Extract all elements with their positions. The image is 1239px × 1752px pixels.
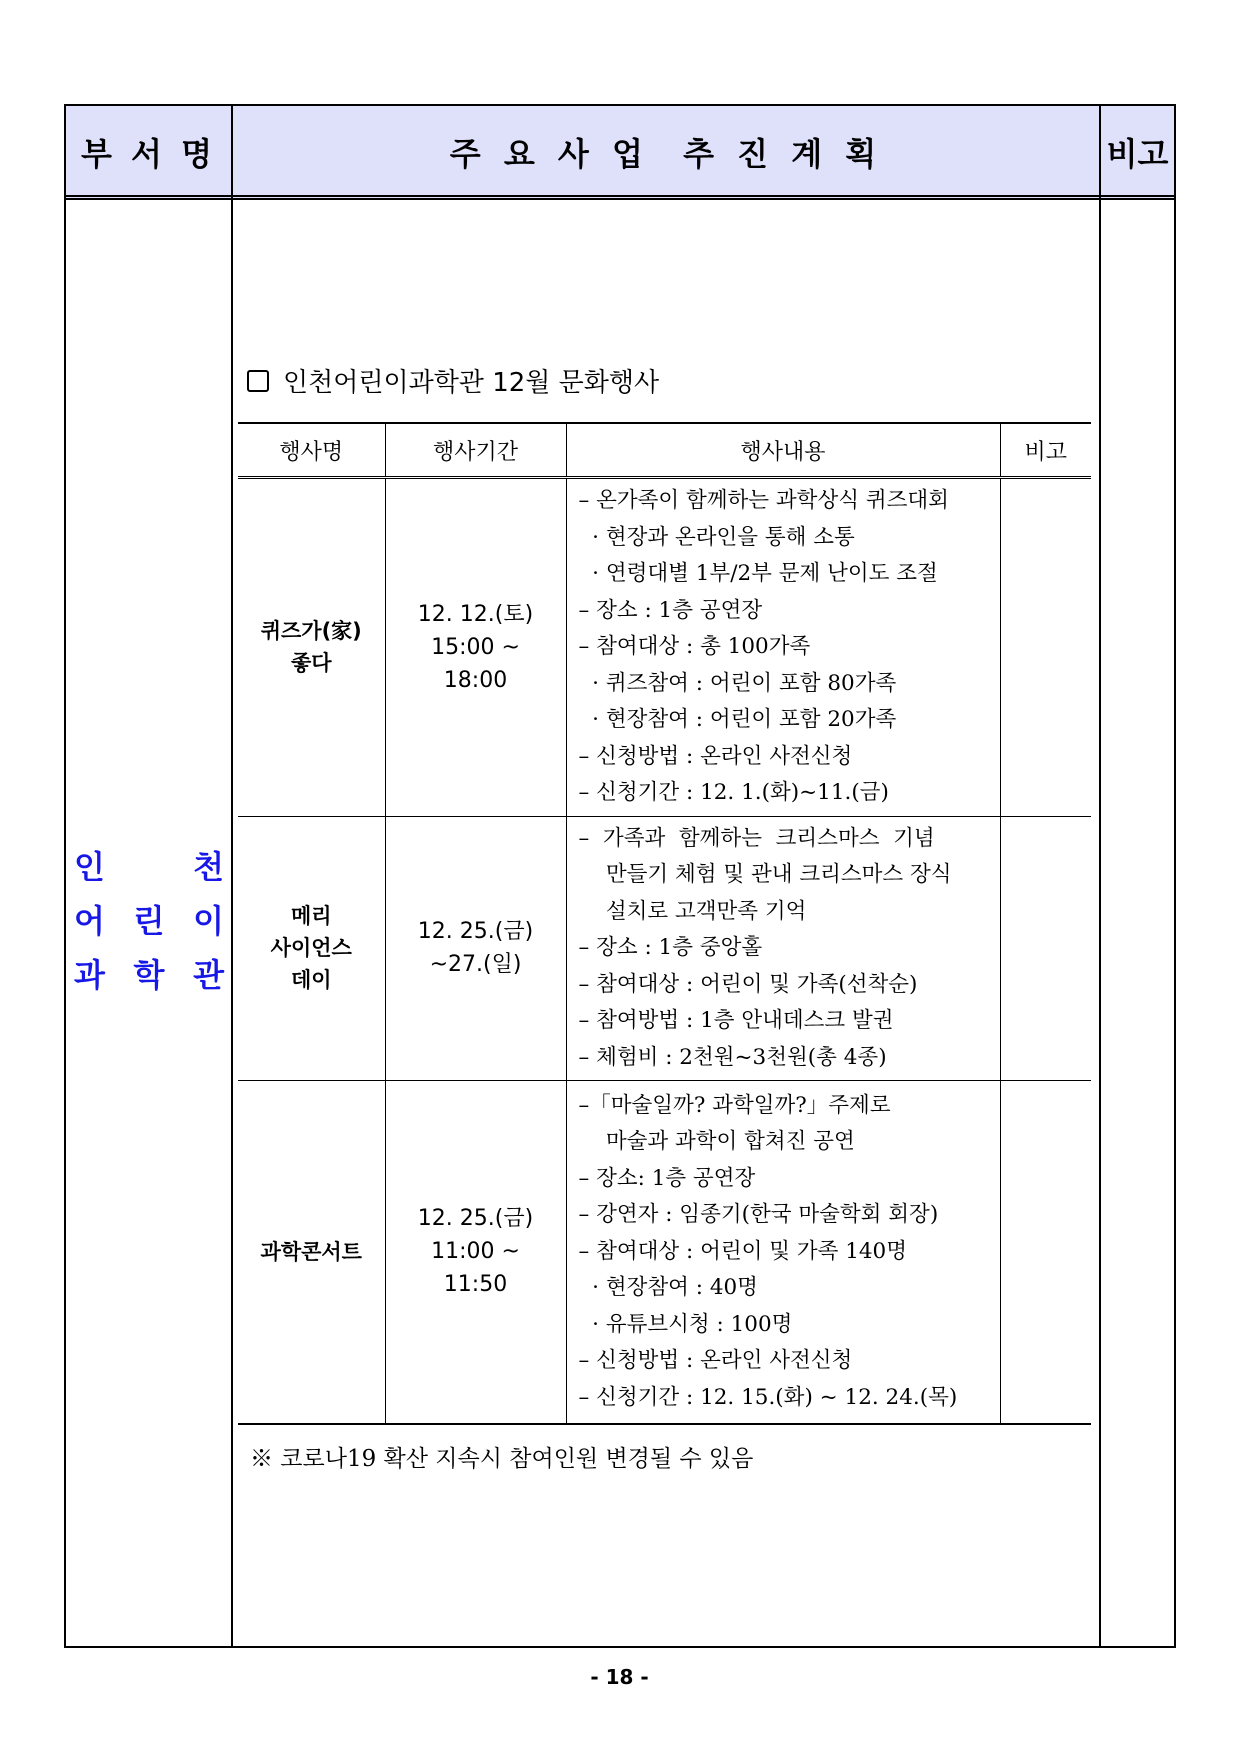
- footnote: ※ 코로나19 확산 지속시 참여인원 변경될 수 있음: [250, 1446, 754, 1472]
- event-period-line: 12. 12.(토): [417, 601, 534, 627]
- event-period-line: ~27.(일): [429, 952, 522, 978]
- event-name-line: 데이: [290, 968, 332, 993]
- content-line: – 참여대상 : 총 100가족: [578, 634, 811, 659]
- department-line-3: [66, 950, 232, 996]
- department-char: 인: [74, 848, 105, 886]
- content-line: – 강연자 : 임종기(한국 마술학회 회장): [578, 1202, 939, 1227]
- table-row: [238, 816, 1091, 1081]
- event-content: [566, 478, 1000, 817]
- header-remark-label: 비고: [1106, 135, 1169, 173]
- section-title: [247, 362, 659, 399]
- content-line: · 연령대별 1부/2부 문제 난이도 조절: [578, 561, 938, 586]
- section-title-text: 인천어린이과학관 12월 문화행사: [283, 368, 660, 398]
- header-dept-label: 부 서 명: [80, 135, 217, 173]
- event-name-line: 좋다: [290, 651, 332, 676]
- content-line: – 가족과 함께하는 크리스마스 기념: [578, 825, 935, 851]
- department-char: 학: [133, 956, 165, 994]
- checkbox-square-icon: [247, 370, 269, 392]
- events-table: [238, 422, 1091, 1425]
- department-char: 천: [193, 848, 224, 886]
- content-line: – 신청방법 : 온라인 사전신청: [578, 1348, 853, 1373]
- content-line: · 현장참여 : 어린이 포함 20가족: [578, 707, 897, 732]
- content-line: – 장소: 1층 공연장: [578, 1165, 756, 1191]
- column-divider: [1099, 104, 1101, 1648]
- content-line: · 현장참여 : 40명: [578, 1275, 758, 1300]
- department-line-1: [66, 842, 232, 888]
- department-char: 이: [193, 902, 224, 940]
- event-period: [385, 1081, 566, 1424]
- event-name: [238, 478, 385, 817]
- table-header-row: [238, 423, 1091, 478]
- event-period: [385, 478, 566, 817]
- event-name: [238, 816, 385, 1081]
- content-line: – 참여방법 : 1층 안내데스크 발권: [578, 1008, 894, 1033]
- event-period-line: 12. 25.(금): [417, 919, 534, 945]
- table-row: [238, 478, 1091, 817]
- column-header: 비고: [1000, 423, 1091, 478]
- content-line: · 퀴즈참여 : 어린이 포함 80가족: [578, 670, 897, 696]
- content-line: – 장소 : 1층 공연장: [578, 597, 763, 623]
- department-char: 관: [193, 956, 224, 994]
- header-plan: [233, 104, 1099, 200]
- content-line: · 유튜브시청 : 100명: [578, 1311, 793, 1337]
- content-line: – 참여대상 : 어린이 및 가족 140명: [578, 1238, 907, 1264]
- content-line: – 장소 : 1층 중앙홀: [578, 935, 763, 960]
- content-line: – 체험비 : 2천원~3천원(총 4종): [578, 1044, 887, 1070]
- event-remark: [1000, 1081, 1091, 1424]
- content-line: – 신청기간 : 12. 15.(화) ~ 12. 24.(목): [578, 1384, 958, 1410]
- department-line-2: [66, 896, 232, 942]
- page-number: - 18 -: [590, 1665, 649, 1689]
- content-line: –「마술일까? 과학일까?」주제로: [578, 1092, 891, 1118]
- event-content: [566, 816, 1000, 1081]
- event-period-line: 12. 25.(금): [417, 1206, 534, 1232]
- event-content: [566, 1081, 1000, 1424]
- event-name-line: 메리: [290, 904, 332, 929]
- content-line: – 참여대상 : 어린이 및 가족(선착순): [578, 971, 918, 997]
- content-line: · 현장과 온라인을 통해 소통: [578, 524, 855, 550]
- event-period: [385, 816, 566, 1081]
- header-remark: [1101, 104, 1174, 200]
- event-name: [238, 1081, 385, 1424]
- column-header: 행사내용: [566, 423, 1000, 478]
- event-period-line: 15:00 ~: [431, 634, 520, 660]
- column-header: 행사기간: [385, 423, 566, 478]
- header-dept: [66, 104, 231, 200]
- event-remark: [1000, 478, 1091, 817]
- event-remark: [1000, 816, 1091, 1081]
- event-period-line: 18:00: [443, 667, 508, 693]
- header-plan-label: 주 요 사 업 추 진 계 획: [449, 135, 883, 173]
- department-char: 어: [74, 902, 105, 940]
- content-line: 설치로 고객만족 기억: [578, 898, 807, 924]
- content-line: 마술과 과학이 합쳐진 공연: [578, 1129, 855, 1154]
- content-line: 만들기 체험 및 관내 크리스마스 장식: [578, 862, 952, 887]
- content-line: – 신청기간 : 12. 1.(화)~11.(금): [578, 780, 889, 805]
- event-period-line: 11:50: [443, 1272, 508, 1298]
- content-line: – 온가족이 함께하는 과학상식 퀴즈대회: [578, 488, 949, 513]
- department-char: 린: [133, 902, 165, 940]
- column-header: 행사명: [238, 423, 385, 478]
- event-name-line: 사이언스: [270, 936, 352, 961]
- event-period-line: 11:00 ~: [431, 1239, 520, 1265]
- table-row: [238, 1081, 1091, 1424]
- event-name-line: 과학콘서트: [260, 1239, 362, 1264]
- event-name-line: 퀴즈가(家): [260, 619, 362, 644]
- department-char: 과: [74, 956, 105, 994]
- content-line: – 신청방법 : 온라인 사전신청: [578, 743, 853, 769]
